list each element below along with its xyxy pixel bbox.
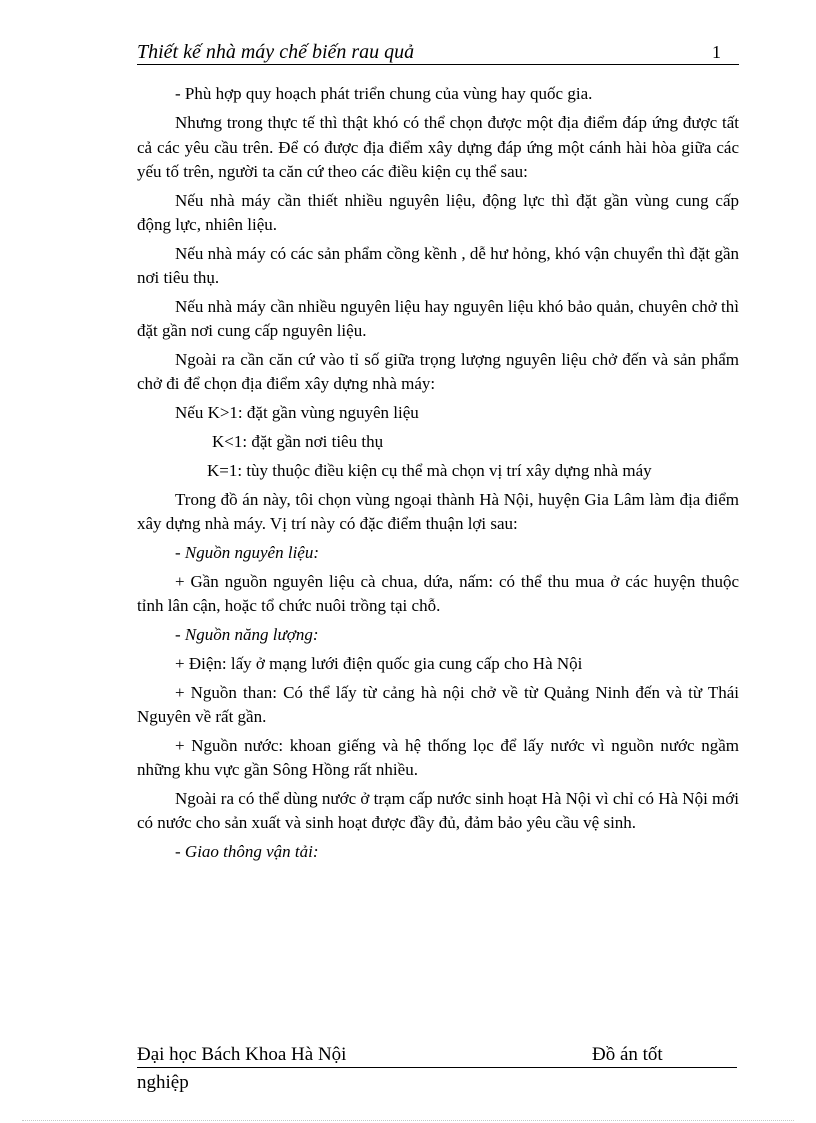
paragraph: Nhưng trong thực tế thì thật khó có thể chọn được một địa điểm đáp ứng được tất cả các yêu cầu trên. Để có được địa điểm xây dựng đáp ứng một cánh hài hòa giữa các yếu tố trên, người ta căn cứ theo các điều kiện cụ thể sau: <box>137 113 739 181</box>
footer-project-continued: nghiệp <box>137 1072 189 1093</box>
paragraph: + Điện: lấy ở mạng lưới điện quốc gia cung cấp cho Hà Nội <box>175 653 583 673</box>
page-header <box>137 40 739 65</box>
paragraph: Ngoài ra có thể dùng nước ở trạm cấp nước sinh hoạt Hà Nội vì chỉ có Hà Nội mới có nước cho sản xuất và sinh hoạt được đầy đủ, đảm bảo yêu cầu vệ sinh. <box>137 788 739 832</box>
page-footer <box>137 1043 737 1095</box>
paragraph: Nếu nhà máy cần nhiều nguyên liệu hay nguyên liệu khó bảo quản, chuyên chở thì đặt gần nơi cung cấp nguyên liệu. <box>137 296 739 340</box>
paragraph: + Nguồn than: Có thể lấy từ cảng hà nội chở về từ Quảng Ninh đến và từ Thái Nguyên về rất gần. <box>137 682 739 726</box>
paragraph: Trong đồ án này, tôi chọn vùng ngoại thành Hà Nội, huyện Gia Lâm làm địa điểm xây dựng nhà máy. Vị trí này có đặc điểm thuận lợi sau: <box>137 489 739 533</box>
paragraph: + Nguồn nước: khoan giếng và hệ thống lọc để lấy nước vì nguồn nước ngầm những khu vực gần Sông Hồng rất nhiều. <box>137 735 739 779</box>
document-body <box>137 82 739 869</box>
paragraph: Nếu nhà máy có các sản phẩm cồng kềnh , dễ hư hỏng, khó vận chuyển thì đặt gần nơi tiêu thụ. <box>137 243 739 287</box>
page-number: 1 <box>712 42 721 62</box>
footer-row <box>137 1043 737 1068</box>
paragraph: Nếu nhà máy cần thiết nhiều nguyên liệu, động lực thì đặt gần vùng cung cấp động lực, nhiên liệu. <box>137 190 739 234</box>
ratio-line: Nếu K>1: đặt gần vùng nguyên liệu <box>175 402 419 422</box>
section-heading: - Giao thông vận tải: <box>175 841 319 861</box>
paragraph: Ngoài ra cần căn cứ vào tỉ số giữa trọng lượng nguyên liệu chở đến và sản phẩm chở đi để chọn địa điểm xây dựng nhà máy: <box>137 349 739 393</box>
paragraph: + Gần nguồn nguyên liệu cà chua, dứa, nấm: có thể thu mua ở các huyện thuộc tỉnh lân cận, hoặc tổ chức nuôi trồng tại chỗ. <box>137 571 739 615</box>
paragraph: - Phù hợp quy hoạch phát triển chung của vùng hay quốc gia. <box>175 84 593 103</box>
footer-university: Đại học Bách Khoa Hà Nội <box>137 1044 347 1065</box>
footer-project: Đồ án tốt <box>592 1044 663 1065</box>
header-title: Thiết kế nhà máy chế biến rau quả <box>137 41 415 63</box>
section-heading: - Nguồn năng lượng: <box>175 624 319 644</box>
ratio-line: K<1: đặt gần nơi tiêu thụ <box>212 431 384 451</box>
page-bottom-border <box>22 1120 794 1121</box>
section-heading: - Nguồn nguyên liệu: <box>175 542 319 562</box>
ratio-line: K=1: tùy thuộc điều kiện cụ thể mà chọn vị trí xây dựng nhà máy <box>207 460 652 480</box>
